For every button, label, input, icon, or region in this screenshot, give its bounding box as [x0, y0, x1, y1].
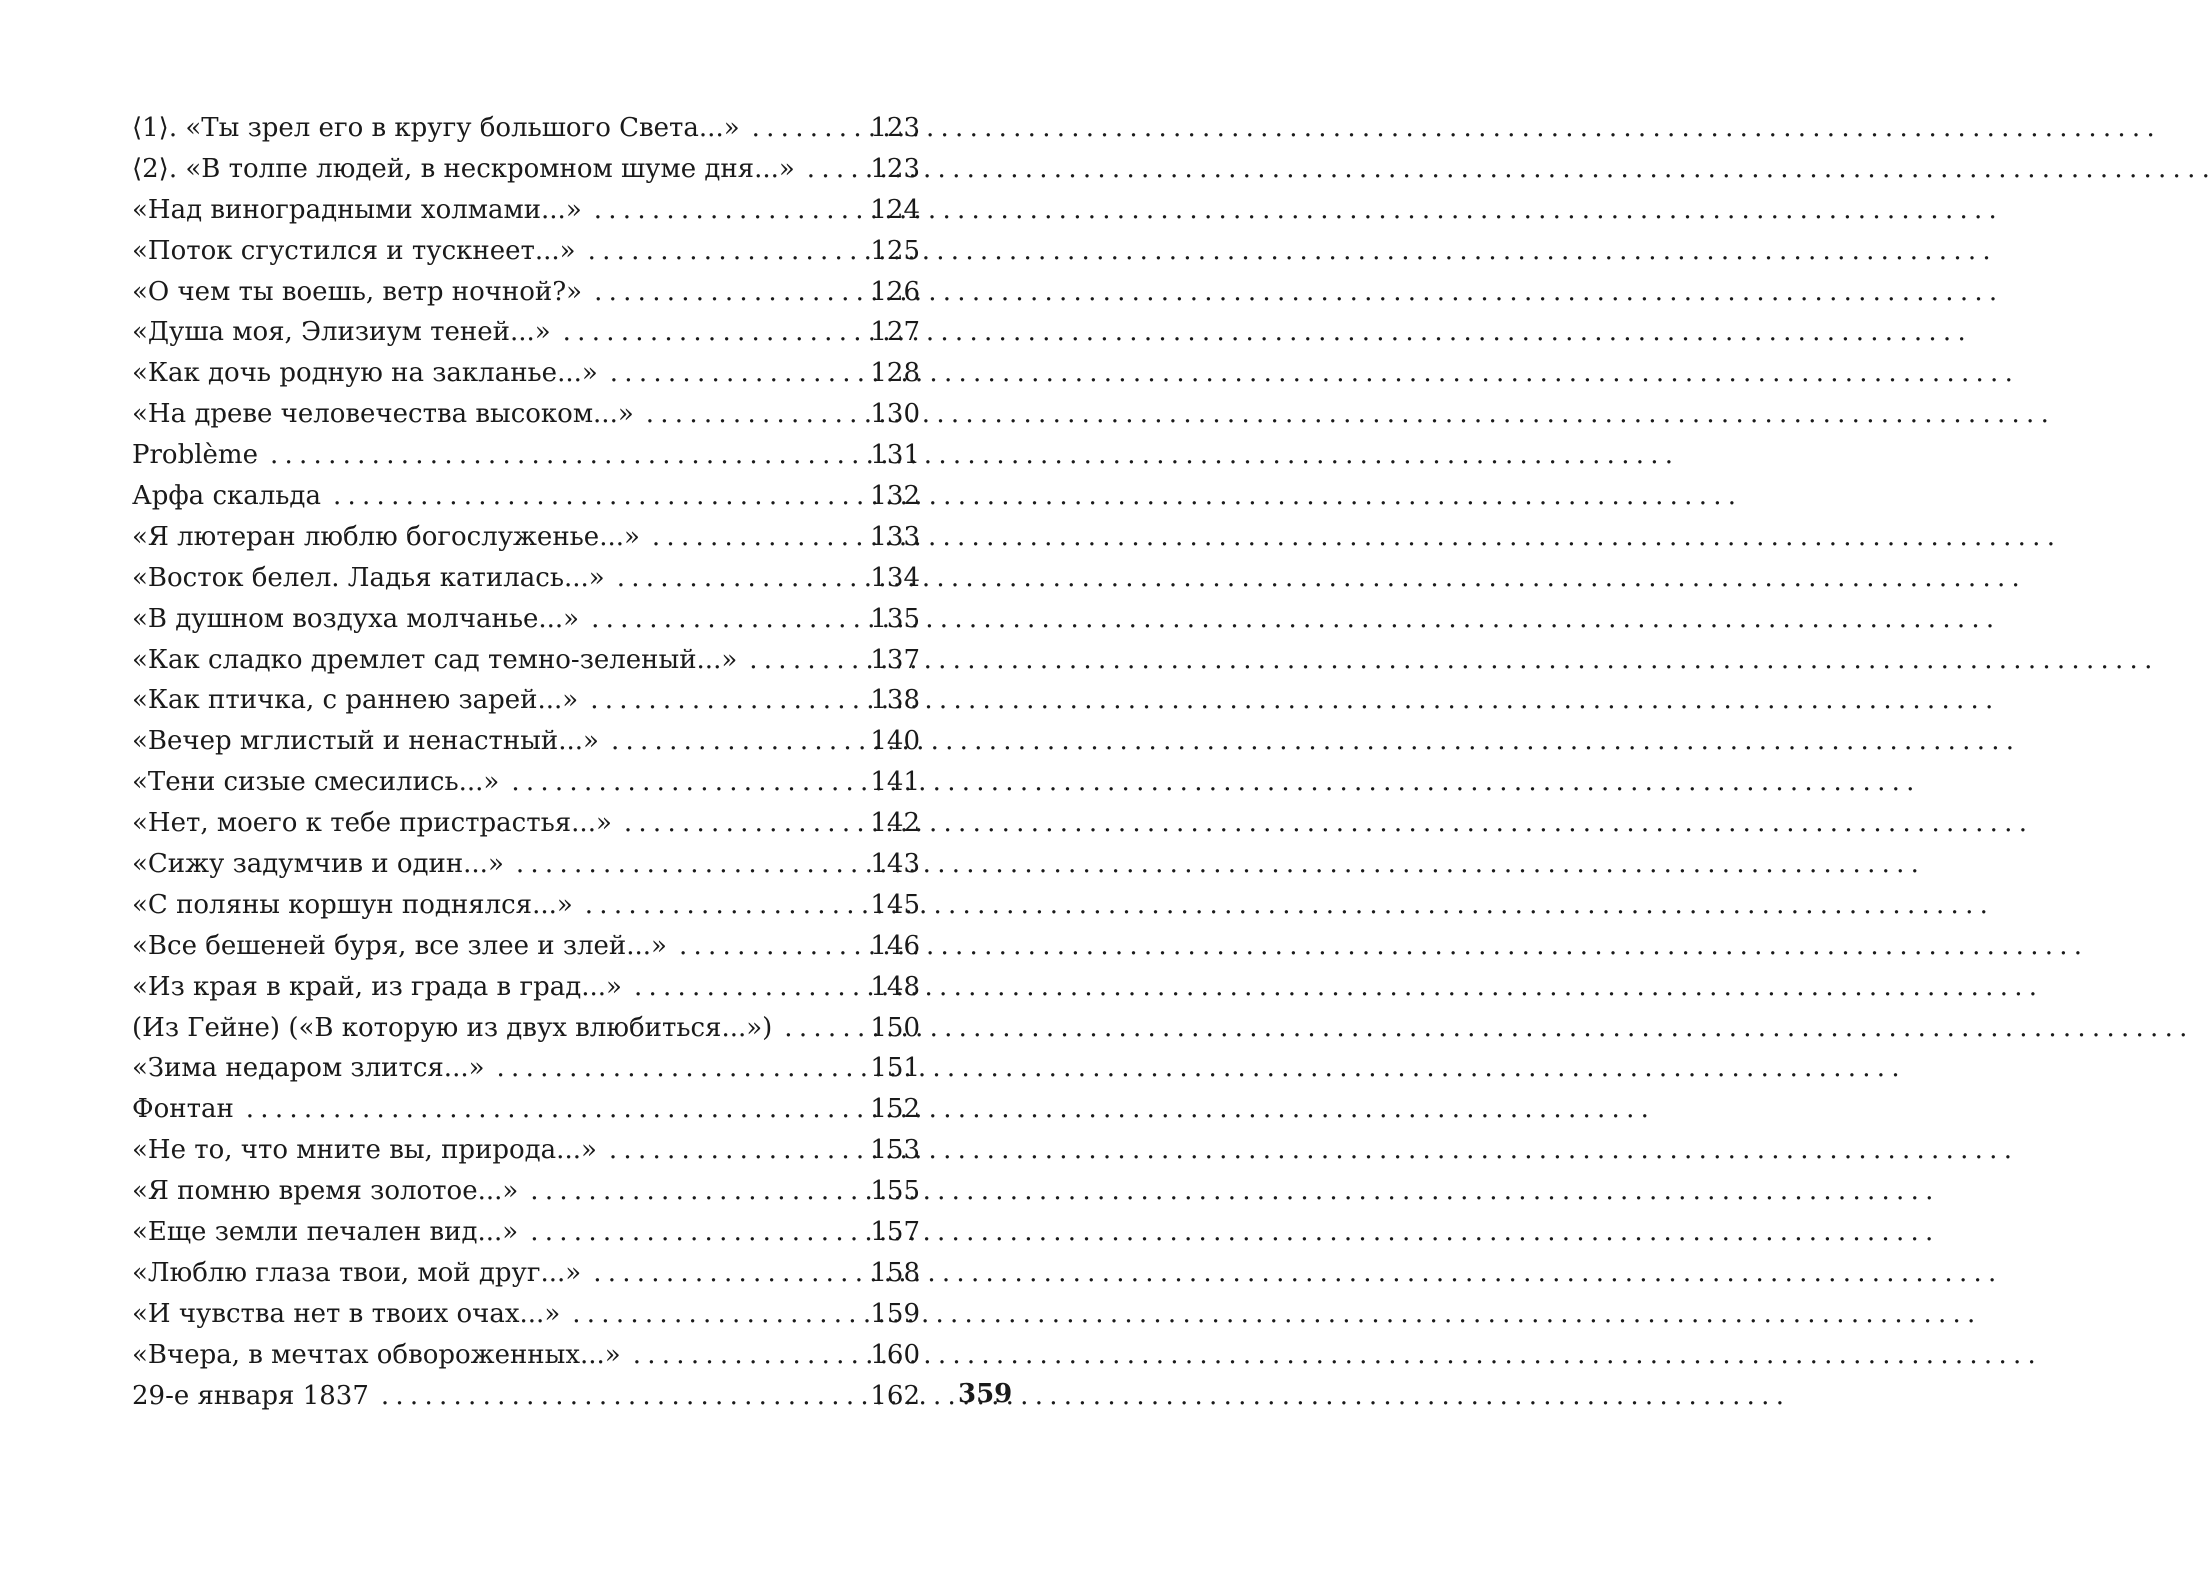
toc-entry-page: 162	[870, 1380, 920, 1411]
toc-entry-title: «И чувства нет в твоих очах...»	[132, 1298, 561, 1329]
toc-entry-page: 138	[870, 685, 920, 716]
toc-entry	[132, 1008, 920, 1049]
toc-entry-title: «Душа моя, Элизиум теней...»	[132, 317, 551, 348]
toc-dot-leader	[591, 599, 868, 640]
toc-entry-title: «Не то, что мните вы, природа...»	[132, 1135, 597, 1166]
toc-entry-page: 134	[870, 562, 920, 593]
toc-entry-title: «Я лютеран люблю богослуженье...»	[132, 521, 640, 552]
toc-dot-leader	[752, 108, 869, 149]
toc-entry	[132, 885, 920, 926]
toc-dot-leader	[270, 435, 868, 476]
toc-entry-title: «Все бешеней буря, все злее и злей...»	[132, 930, 667, 961]
table-of-contents	[132, 108, 920, 1417]
toc-entry-page: 160	[870, 1339, 920, 1370]
toc-entry	[132, 190, 920, 231]
toc-dot-leader	[611, 721, 868, 762]
toc-entry-title: «Сижу задумчив и один...»	[132, 849, 504, 880]
toc-entry-page: 135	[870, 603, 920, 634]
toc-entry-page: 150	[870, 1012, 920, 1043]
toc-entry-page: 151	[870, 1053, 920, 1084]
toc-entry	[132, 476, 920, 517]
toc-entry	[132, 149, 920, 190]
toc-entry	[132, 1089, 920, 1130]
toc-dot-leader	[609, 1130, 868, 1171]
toc-entry	[132, 108, 920, 149]
toc-entry-title: «Вечер мглистый и ненастный...»	[132, 726, 599, 757]
toc-entry	[132, 1253, 920, 1294]
toc-entry	[132, 1294, 920, 1335]
toc-entry-title: «С поляны коршун поднялся...»	[132, 889, 573, 920]
toc-entry-title: «Как птичка, с раннею зарей...»	[132, 685, 579, 716]
toc-entry	[132, 353, 920, 394]
toc-entry-page: 146	[870, 930, 920, 961]
toc-dot-leader	[624, 803, 868, 844]
toc-dot-leader	[594, 272, 868, 313]
toc-dot-leader	[497, 1048, 869, 1089]
toc-entry-page: 148	[870, 971, 920, 1002]
toc-entry-title: «Восток белел. Ладья катилась...»	[132, 562, 605, 593]
toc-entry-page: 125	[870, 235, 920, 266]
toc-dot-leader	[633, 1335, 869, 1376]
toc-entry-title: 29-е января 1837	[132, 1380, 369, 1411]
toc-entry-title: «Нет, моего к тебе пристрастья...»	[132, 808, 612, 839]
toc-dot-leader	[588, 231, 869, 272]
toc-dot-leader	[585, 885, 869, 926]
toc-entry	[132, 926, 920, 967]
toc-entry-title: «Я помню время золотое...»	[132, 1176, 519, 1207]
toc-dot-leader	[610, 353, 869, 394]
toc-entry-page: 140	[870, 726, 920, 757]
toc-entry-page: 158	[870, 1257, 920, 1288]
toc-entry-page: 159	[870, 1298, 920, 1329]
toc-entry-title: «Зима недаром злится...»	[132, 1053, 485, 1084]
toc-entry-title: «Как дочь родную на закланье...»	[132, 358, 598, 389]
toc-entry	[132, 231, 920, 272]
toc-entry-title: «Люблю глаза твои, мой друг...»	[132, 1257, 582, 1288]
toc-dot-leader	[594, 190, 869, 231]
toc-entry	[132, 599, 920, 640]
toc-entry-title: «Вчера, в мечтах обвороженных...»	[132, 1339, 621, 1370]
toc-dot-leader	[634, 967, 868, 1008]
page-number: 359	[958, 1379, 1013, 1409]
toc-entry-page: 123	[870, 153, 920, 184]
toc-dot-leader	[381, 1376, 868, 1417]
toc-entry-page: 133	[870, 521, 920, 552]
toc-entry-title: «Над виноградными холмами...»	[132, 194, 582, 225]
toc-entry	[132, 721, 920, 762]
toc-entry-title: Фонтан	[132, 1094, 234, 1125]
toc-dot-leader	[333, 476, 868, 517]
toc-dot-leader	[530, 1171, 868, 1212]
toc-entry-title: «О чем ты воешь, ветр ночной?»	[132, 276, 583, 307]
toc-entry-page: 142	[870, 808, 920, 839]
toc-entry-page: 131	[870, 440, 920, 471]
toc-entry	[132, 517, 920, 558]
toc-entry-title: «Тени сизые смесились...»	[132, 767, 500, 798]
toc-entry	[132, 803, 920, 844]
toc-dot-leader	[784, 1008, 868, 1049]
toc-dot-leader	[246, 1089, 869, 1130]
toc-dot-leader	[646, 394, 869, 435]
toc-entry	[132, 1048, 920, 1089]
toc-entry-title: «Еще земли печален вид...»	[132, 1217, 519, 1248]
toc-entry	[132, 844, 920, 885]
toc-entry-title: ⟨2⟩. «В толпе людей, в нескромном шуме дня...»	[132, 153, 795, 184]
toc-entry-title: «На древе человечества высоком...»	[132, 399, 634, 430]
toc-dot-leader	[652, 517, 868, 558]
toc-entry-page: 143	[870, 849, 920, 880]
toc-entry	[132, 558, 920, 599]
toc-entry-title: «Поток сгустился и тускнеет...»	[132, 235, 576, 266]
toc-entry	[132, 1376, 920, 1417]
toc-entry-page: 124	[870, 194, 920, 225]
toc-entry-title: Арфа скальда	[132, 481, 321, 512]
toc-entry-page: 126	[870, 276, 920, 307]
toc-dot-leader	[593, 1253, 868, 1294]
toc-entry-title: «В душном воздуха молчанье...»	[132, 603, 580, 634]
toc-entry-title: «Как сладко дремлет сад темно-зеленый...»	[132, 644, 738, 675]
toc-entry-page: 123	[870, 113, 920, 143]
toc-entry-page: 155	[870, 1176, 920, 1207]
toc-dot-leader	[807, 149, 869, 190]
toc-dot-leader	[530, 1212, 868, 1253]
toc-entry-page: 157	[870, 1217, 920, 1248]
toc-dot-leader	[511, 762, 868, 803]
toc-dot-leader	[516, 844, 869, 885]
toc-entry	[132, 1335, 920, 1376]
toc-dot-leader	[563, 312, 869, 353]
toc-entry-page: 137	[870, 644, 920, 675]
toc-entry-title: (Из Гейне) («В которую из двух влюбиться...»)	[132, 1012, 773, 1043]
toc-dot-leader	[617, 558, 869, 599]
toc-entry	[132, 1212, 920, 1253]
toc-entry-page: 128	[870, 358, 920, 389]
toc-entry	[132, 312, 920, 353]
toc-entry	[132, 640, 920, 681]
toc-entry	[132, 272, 920, 313]
toc-dot-leader	[572, 1294, 868, 1335]
toc-entry	[132, 394, 920, 435]
toc-dot-leader	[590, 680, 868, 721]
toc-entry-page: 127	[870, 317, 920, 348]
toc-entry	[132, 1171, 920, 1212]
toc-entry	[132, 680, 920, 721]
toc-entry	[132, 762, 920, 803]
toc-entry-page: 132	[870, 481, 920, 512]
toc-entry-page: 153	[870, 1135, 920, 1166]
toc-entry-title: Problème	[132, 440, 258, 471]
toc-entry-title: ⟨1⟩. «Ты зрел его в кругу большого Света...»	[132, 113, 740, 143]
toc-entry	[132, 1130, 920, 1171]
toc-entry	[132, 435, 920, 476]
toc-entry-page: 152	[870, 1094, 920, 1125]
toc-entry-title: «Из края в край, из града в град...»	[132, 971, 622, 1002]
toc-dot-leader	[749, 640, 868, 681]
toc-dot-leader	[679, 926, 868, 967]
toc-entry	[132, 967, 920, 1008]
toc-entry-page: 141	[870, 767, 920, 798]
toc-entry-page: 145	[870, 889, 920, 920]
toc-entry-page: 130	[870, 399, 920, 430]
